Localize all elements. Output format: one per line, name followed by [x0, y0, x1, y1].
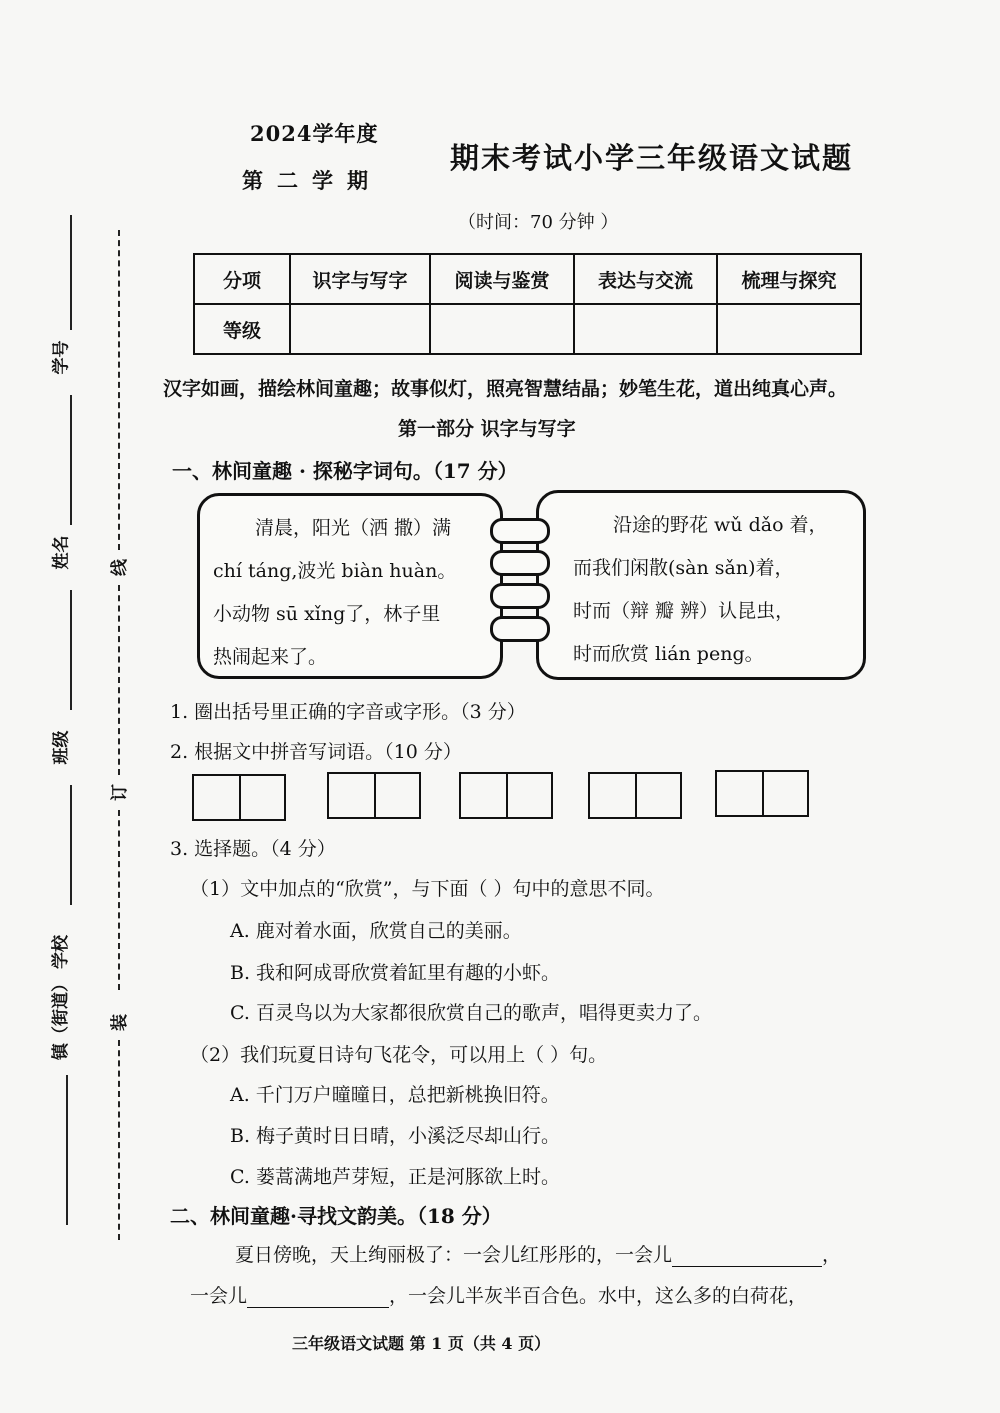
- school-year: 2024学年度: [250, 121, 379, 146]
- section-heading: 一、林间童趣 · 探秘字词句。（17 分）: [172, 459, 518, 483]
- side-label-school: 镇（街道） 学校: [50, 935, 71, 1060]
- grade-cell[interactable]: [430, 304, 574, 354]
- fill-blank[interactable]: [247, 1285, 389, 1308]
- table-cell: 分项: [194, 254, 290, 304]
- option-c[interactable]: C. 百灵鸟以为大家都很欣赏自己的歌声，唱得更卖力了。: [230, 1002, 712, 1024]
- table-cell: 阅读与鉴赏: [430, 254, 574, 304]
- paragraph-text: 一会儿: [190, 1285, 248, 1307]
- exam-time: （时间：70 分钟 ）: [458, 212, 619, 233]
- paragraph-text: ，一会儿半灰半百合色。水中，这么多的白荷花，: [389, 1285, 808, 1307]
- part-title: 第一部分 识字与写字: [398, 418, 576, 440]
- paragraph-line: [190, 1281, 807, 1308]
- question-3-1: （1）文中加点的“欣赏”，与下面（ ）句中的意思不同。: [190, 878, 665, 900]
- score-table: [193, 253, 862, 355]
- binding-dash: [118, 1040, 120, 1240]
- semester: 第二学期: [242, 168, 382, 193]
- grade-cell[interactable]: [290, 304, 430, 354]
- table-cell: 梳理与探究: [717, 254, 861, 304]
- side-line: [70, 785, 72, 905]
- side-label-student-id: 学号: [51, 340, 72, 375]
- story-line: chí táng,波光 biàn huàn。: [213, 560, 457, 582]
- binding-label: 装: [110, 1014, 130, 1031]
- question-3: 3. 选择题。（4 分）: [170, 838, 336, 860]
- option-b[interactable]: B. 梅子黄时日日晴，小溪泛尽却山行。: [230, 1125, 561, 1147]
- story-line: 清晨，阳光（洒 撒）满: [255, 517, 452, 539]
- side-line: [70, 215, 72, 330]
- question-3-2: （2）我们玩夏日诗句飞花令，可以用上（ ）句。: [190, 1044, 608, 1066]
- story-line: 热闹起来了。: [213, 646, 328, 668]
- write-box[interactable]: [459, 772, 553, 819]
- table-cell: 表达与交流: [574, 254, 717, 304]
- option-b[interactable]: B. 我和阿成哥欣赏着缸里有趣的小虾。: [230, 962, 561, 984]
- binder-ring: [490, 583, 550, 609]
- side-label-class: 班级: [51, 730, 72, 765]
- section-heading: 二、林间童趣·寻找文韵美。（18 分）: [170, 1204, 502, 1228]
- story-line: 而我们闲散(sàn sǎn)着，: [573, 557, 794, 579]
- option-a[interactable]: A. 鹿对着水面，欣赏自己的美丽。: [230, 920, 522, 942]
- page-title: 期末考试小学三年级语文试题: [450, 141, 854, 175]
- binding-dash: [118, 810, 120, 990]
- fill-blank[interactable]: [672, 1244, 822, 1267]
- binding-dash: [118, 585, 120, 775]
- intro-text: 汉字如画，描绘林间童趣；故事似灯，照亮智慧结晶；妙笔生花，道出纯真心声。: [163, 378, 848, 400]
- paragraph-text: 夏日傍晚，天上绚丽极了：一会儿红彤彤的，一会儿: [235, 1244, 673, 1266]
- paragraph-line: [235, 1240, 841, 1267]
- side-line: [70, 590, 72, 710]
- story-line: 时而（辩 瓣 辨）认昆虫，: [573, 600, 795, 622]
- question-2: 2. 根据文中拼音写词语。（10 分）: [170, 741, 462, 763]
- binding-label: 订: [110, 784, 130, 801]
- grade-cell[interactable]: [574, 304, 717, 354]
- binding-dash: [118, 230, 120, 550]
- option-c[interactable]: C. 蒌蒿满地芦芽短，正是河豚欲上时。: [230, 1166, 560, 1188]
- question-1: 1. 圈出括号里正确的字音或字形。（3 分）: [170, 701, 526, 723]
- write-box[interactable]: [192, 774, 286, 821]
- binder-ring: [490, 518, 550, 544]
- binding-label: 线: [110, 559, 130, 576]
- grade-cell[interactable]: [717, 304, 861, 354]
- table-cell: 识字与写字: [290, 254, 430, 304]
- write-box[interactable]: [588, 772, 682, 819]
- binder-ring: [490, 550, 550, 576]
- table-cell: 等级: [194, 304, 290, 354]
- table-row: [194, 254, 861, 304]
- story-line: 沿途的野花 wǔ dǎo 着，: [613, 514, 828, 536]
- table-row: [194, 304, 861, 354]
- story-line: 时而欣赏 lián peng。: [573, 643, 764, 665]
- binder-ring: [490, 616, 550, 642]
- side-label-name: 姓名: [51, 535, 72, 570]
- write-box[interactable]: [715, 770, 809, 817]
- story-line: 小动物 sū xǐng了，林子里: [213, 603, 441, 625]
- side-line: [66, 1075, 68, 1225]
- option-a[interactable]: A. 千门万户曈曈日，总把新桃换旧符。: [230, 1084, 560, 1106]
- side-line: [70, 395, 72, 525]
- page-footer: 三年级语文试题 第 1 页（共 4 页）: [292, 1334, 551, 1353]
- paragraph-text: ，: [822, 1244, 842, 1266]
- write-box[interactable]: [327, 772, 421, 819]
